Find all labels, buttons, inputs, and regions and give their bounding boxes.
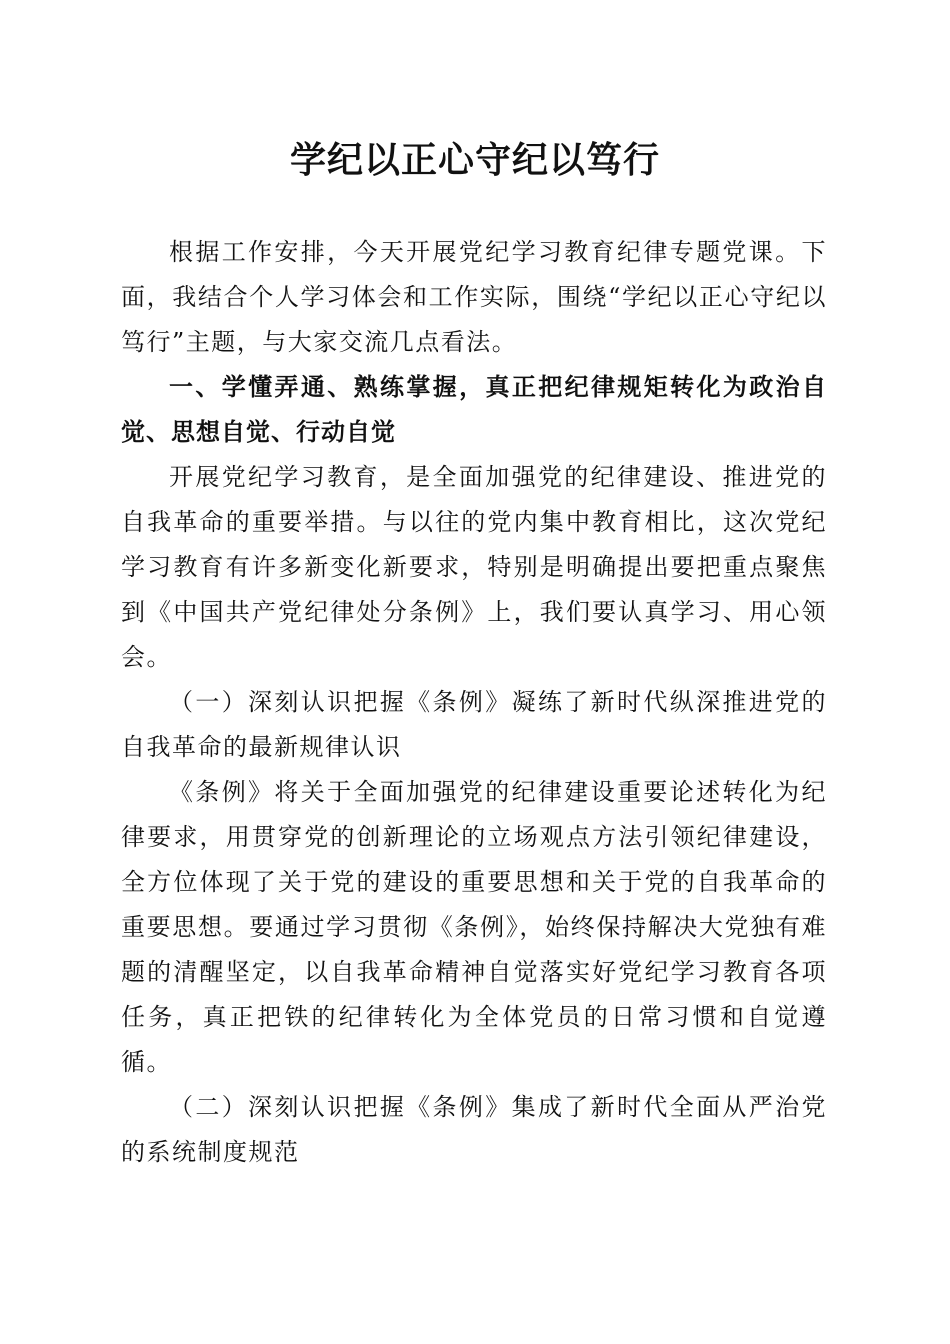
section-heading-1: 一、学懂弄通、熟练掌握，真正把纪律规矩转化为政治自觉、思想自觉、行动自觉 (121, 373, 827, 446)
section-1-paragraph: 开展党纪学习教育，是全面加强党的纪律建设、推进党的自我革命的重要举措。与以往的党内集中教育相比，这次党纪学习教育有许多新变化新要求，特别是明确提出要把重点聚焦到《中国共产党纪律处分条例》上，我们要认真学习、用心领会。 (121, 463, 827, 671)
subsection-heading-1: （一）深刻认识把握《条例》凝练了新时代纵深推进党的自我革命的最新规律认识 (121, 688, 827, 761)
subsection-heading-2: （二）深刻认识把握《条例》集成了新时代全面从严治党的系统制度规范 (121, 1093, 827, 1166)
subsection-1-paragraph: 《条例》将关于全面加强党的纪律建设重要论述转化为纪律要求，用贯穿党的创新理论的立场观点方法引领纪律建设，全方位体现了关于党的建设的重要思想和关于党的自我革命的重要思想。要通过学习贯彻《条例》，始终保持解决大党独有难题的清醒坚定，以自我革命精神自觉落实好党纪学习教育各项任务，真正把铁的纪律转化为全体党员的日常习惯和自觉遵循。 (121, 778, 827, 1076)
document-body (121, 230, 827, 1175)
document-title: 学纪以正心守纪以笃行 (289, 139, 660, 181)
intro-paragraph: 根据工作安排，今天开展党纪学习教育纪律专题党课。下面，我结合个人学习体会和工作实际，围绕“学纪以正心守纪以笃行”主题，与大家交流几点看法。 (121, 238, 827, 356)
